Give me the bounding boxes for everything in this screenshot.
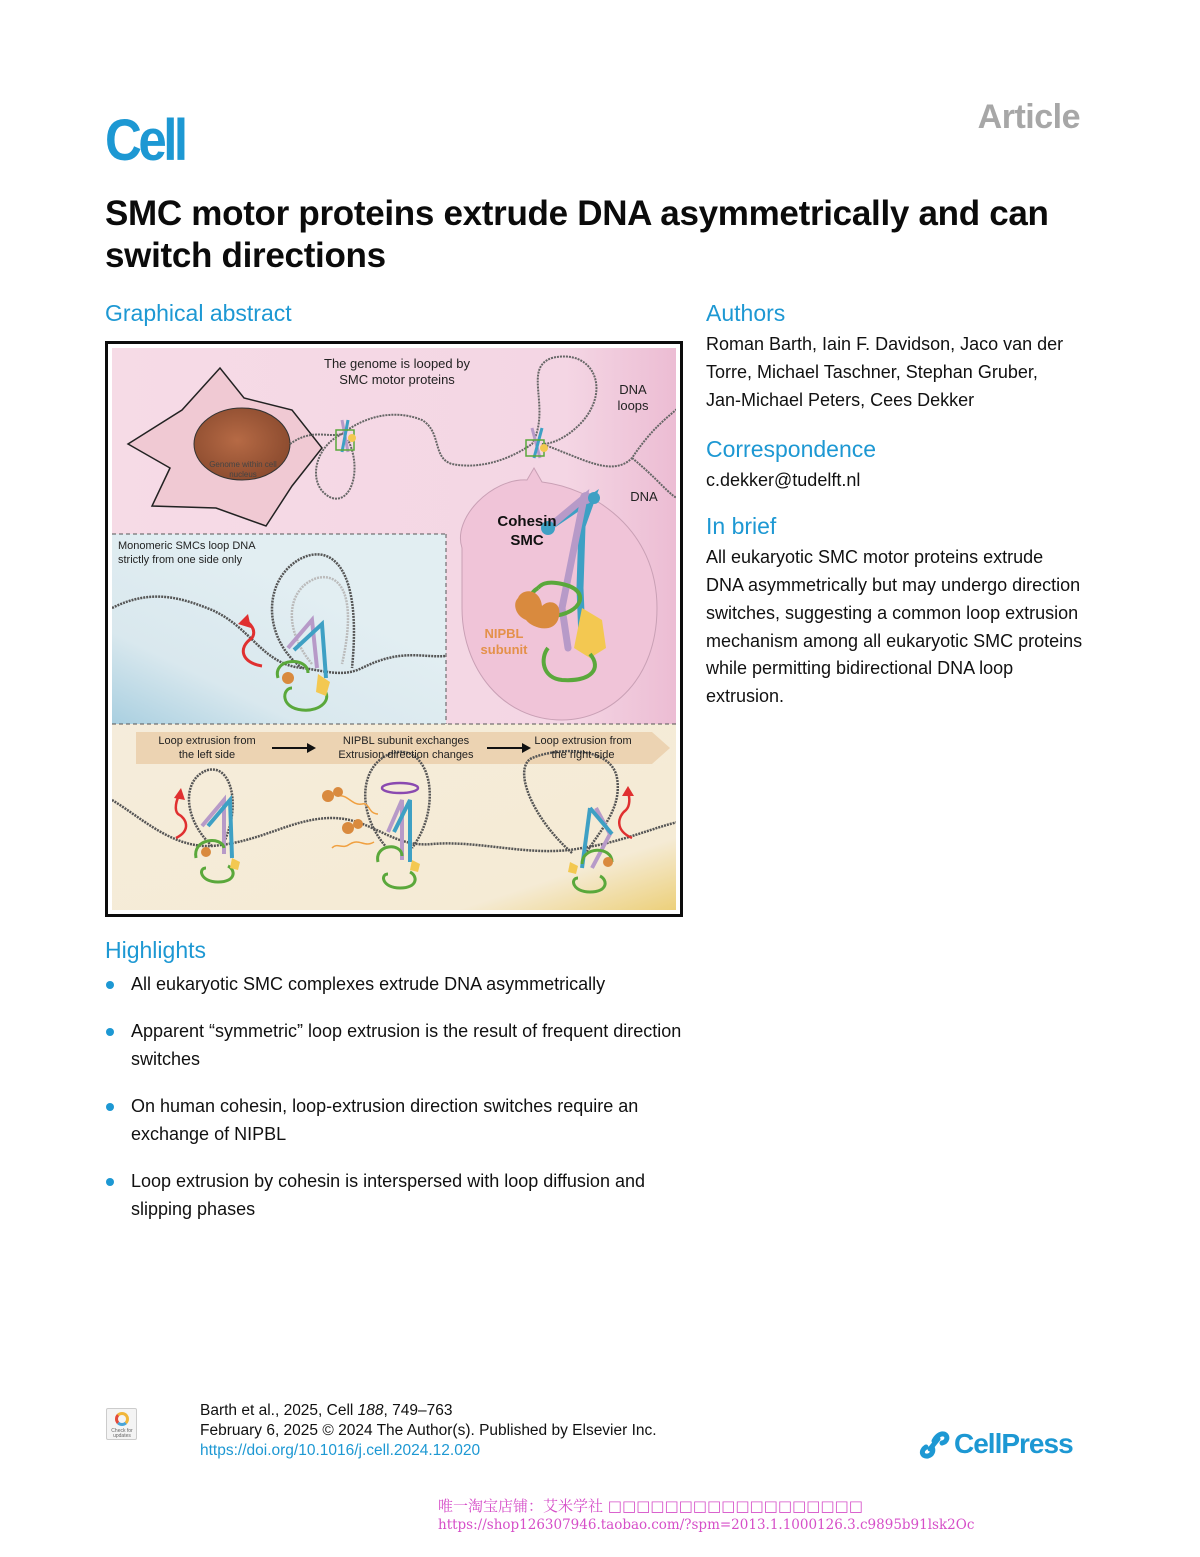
highlight-item: All eukaryotic SMC complexes extrude DNA asymmetrically <box>105 970 695 998</box>
highlights-list <box>105 970 695 1223</box>
bullet-icon <box>106 1178 114 1186</box>
article-type-label: Article <box>977 98 1080 136</box>
in-brief-text: All eukaryotic SMC motor proteins extrude DNA asymmetrically but may undergo direction switches, suggesting a common loop extrusion mechanism among all eukaryotic SMC proteins while permitting bidirectional DNA loop extrusion. <box>706 547 1083 707</box>
label-dna: DNA <box>630 489 658 504</box>
in-brief-heading: In brief <box>706 513 777 540</box>
journal-logo: Cell <box>105 108 185 173</box>
highlight-item: Apparent “symmetric” loop extrusion is the result of frequent direction switches <box>105 1017 695 1073</box>
crossmark-label: Check for updates <box>111 1428 133 1439</box>
label-genome-nucleus: Genome within cell nucleus <box>209 460 277 479</box>
paper-title: SMC motor proteins extrude DNA asymmetrically and can switch directions <box>105 194 1049 275</box>
bullet-icon <box>106 1103 114 1111</box>
graphical-abstract-illustration <box>112 348 676 910</box>
correspondence-heading: Correspondence <box>706 436 877 463</box>
citation-line: Barth et al., 2025, Cell 188, 749–763 <box>200 1402 453 1419</box>
label-step-exchange: NIPBL subunit exchanges Extrusion direction changes <box>338 735 474 761</box>
cellpress-logo <box>918 1428 1073 1460</box>
authors-block <box>706 300 1086 414</box>
check-for-updates-button[interactable] <box>106 1408 137 1440</box>
correspondence-email-link[interactable]: c.dekker@tudelft.nl <box>706 470 861 491</box>
cellpress-link-icon <box>918 1429 950 1459</box>
citation-block <box>200 1401 657 1461</box>
citation-date-copyright: February 6, 2025 © 2024 The Author(s). Published by Elsevier Inc. <box>200 1422 657 1439</box>
authors-list: Roman Barth, Iain F. Davidson, Jaco van der Torre, Michael Taschner, Stephan Gruber, Jan-Michael Peters, Cees Dekker <box>706 334 1064 410</box>
label-step-left: Loop extrusion from the left side <box>158 735 256 761</box>
label-monomeric-smcs: Monomeric SMCs loop DNA strictly from one side only <box>118 540 255 566</box>
doi-link[interactable]: https://doi.org/10.1016/j.cell.2024.12.020 <box>200 1442 481 1459</box>
highlights-section <box>105 937 695 1242</box>
crossmark-icon <box>115 1412 129 1426</box>
graphical-abstract-heading: Graphical abstract <box>105 300 292 326</box>
authors-heading: Authors <box>706 300 786 326</box>
watermark-shop-name: 唯一淘宝店铺：艾米学社 □□□□□□□□□□□□□□□□□□ <box>438 1497 863 1515</box>
correspondence-block <box>706 436 1086 495</box>
bullet-icon <box>106 981 114 989</box>
highlight-item: Loop extrusion by cohesin is interspersed with loop diffusion and slipping phases <box>105 1167 695 1223</box>
label-genome-looped: The genome is looped by SMC motor proteins <box>324 356 470 387</box>
citation-volume: 188 <box>357 1402 384 1419</box>
highlights-heading: Highlights <box>105 937 206 963</box>
graphical-abstract-figure <box>105 341 683 917</box>
highlight-item: On human cohesin, loop-extrusion direction switches require an exchange of NIPBL <box>105 1092 695 1148</box>
label-step-right: Loop extrusion from the right side <box>534 735 632 761</box>
in-brief-block <box>706 513 1086 711</box>
label-cohesin-smc: Cohesin SMC <box>497 513 557 549</box>
watermark-url: https://shop126307946.taobao.com/?spm=2013.1.1000126.3.c9895b91lsk2Oc <box>438 1517 975 1533</box>
graphical-abstract-canvas <box>112 348 676 910</box>
label-dna-loops: DNA loops <box>617 382 649 413</box>
watermark <box>438 1496 974 1534</box>
bullet-icon <box>106 1028 114 1036</box>
label-nipbl-subunit: NIPBL subunit <box>480 626 528 657</box>
sidebar-metadata <box>706 300 1086 729</box>
cellpress-wordmark: CellPress <box>954 1428 1073 1459</box>
